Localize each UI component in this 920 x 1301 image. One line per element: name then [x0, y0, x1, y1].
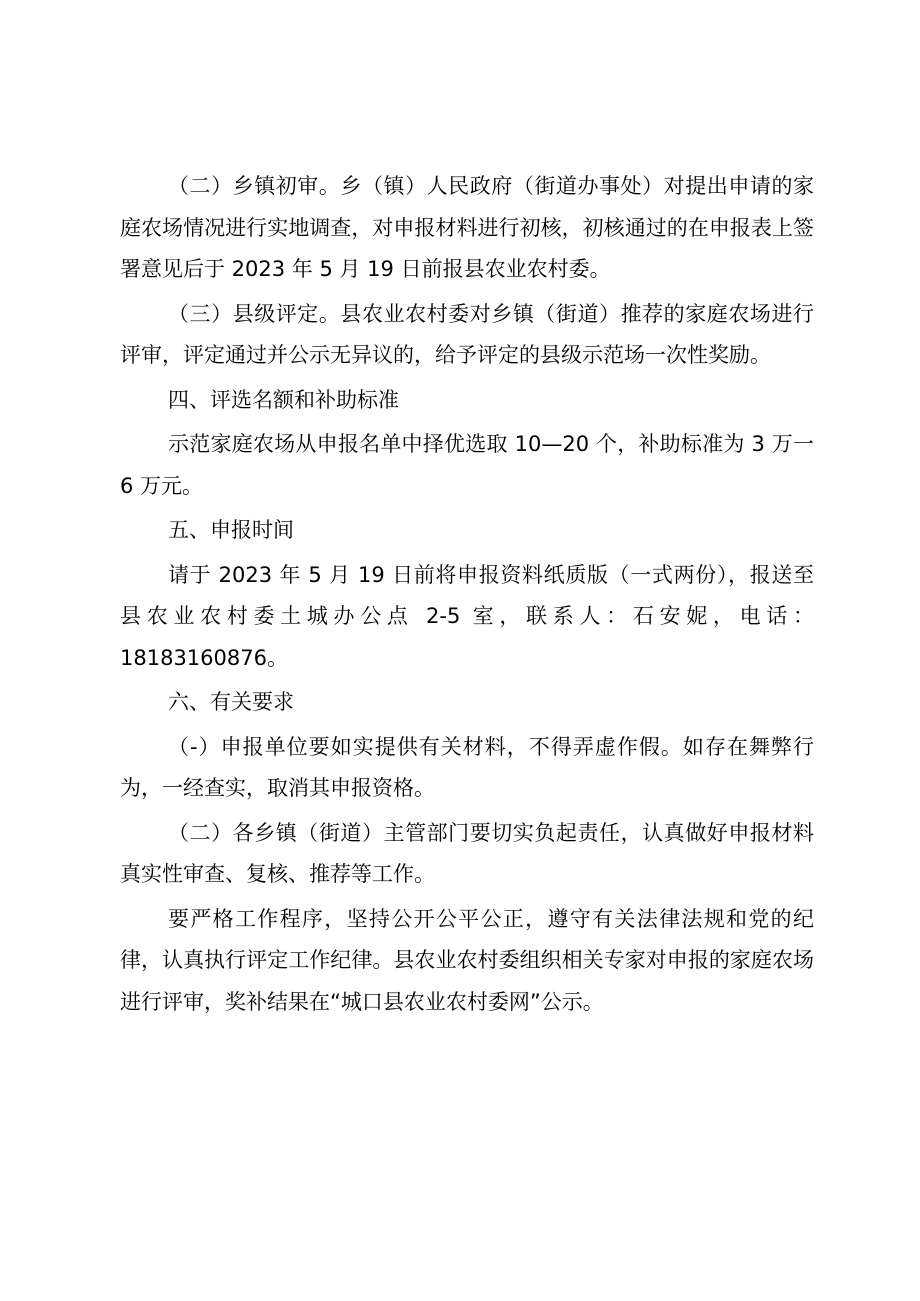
paragraph-quota-subsidy: 示范家庭农场从申报名单中择优选取 10—20 个，补助标准为 3 万一 6 万元。: [120, 432, 814, 498]
paragraph-application-time: 请于 2023 年 5 月 19 日前将申报资料纸质版（一式两份），报送至县农业农村委土城办公点 2-5 室，联系人：石安妮，电话：18183160876。: [120, 562, 814, 670]
paragraph-requirement-1: （-）申报单位要如实提供有关材料，不得弄虚作假。如存在舞弊行为，一经查实，取消其申报资格。: [120, 734, 814, 800]
paragraph-requirement-2: （二）各乡镇（街道）主管部门要切实负起责任，认真做好申报材料真实性审查、复核、推荐等工作。: [120, 820, 814, 886]
paragraph-requirement-3: 要严格工作程序，坚持公开公平公正，遵守有关法律法规和党的纪律，认真执行评定工作纪律。县农业农村委组织相关专家对申报的家庭农场进行评审，奖补结果在“城口县农业农村委网”公示。: [120, 906, 814, 1014]
paragraph-township-review: （二）乡镇初审。乡（镇）人民政府（街道办事处）对提出申请的家庭农场情况进行实地调查，对申报材料进行初核，初核通过的在申报表上签署意见后于 2023 年 5 月 19 日前报县农业农村委。: [120, 174, 814, 281]
document-page: [120, 166, 814, 1026]
section-heading-quota-subsidy: 四、评选名额和补助标准: [168, 387, 399, 412]
section-heading-application-time: 五、申报时间: [168, 518, 294, 542]
section-heading-requirements: 六、有关要求: [168, 690, 294, 714]
paragraph-county-evaluation: （三）县级评定。县农业农村委对乡镇（街道）推荐的家庭农场进行评审，评定通过并公示无异议的，给予评定的县级示范场一次性奖励。: [120, 301, 814, 367]
